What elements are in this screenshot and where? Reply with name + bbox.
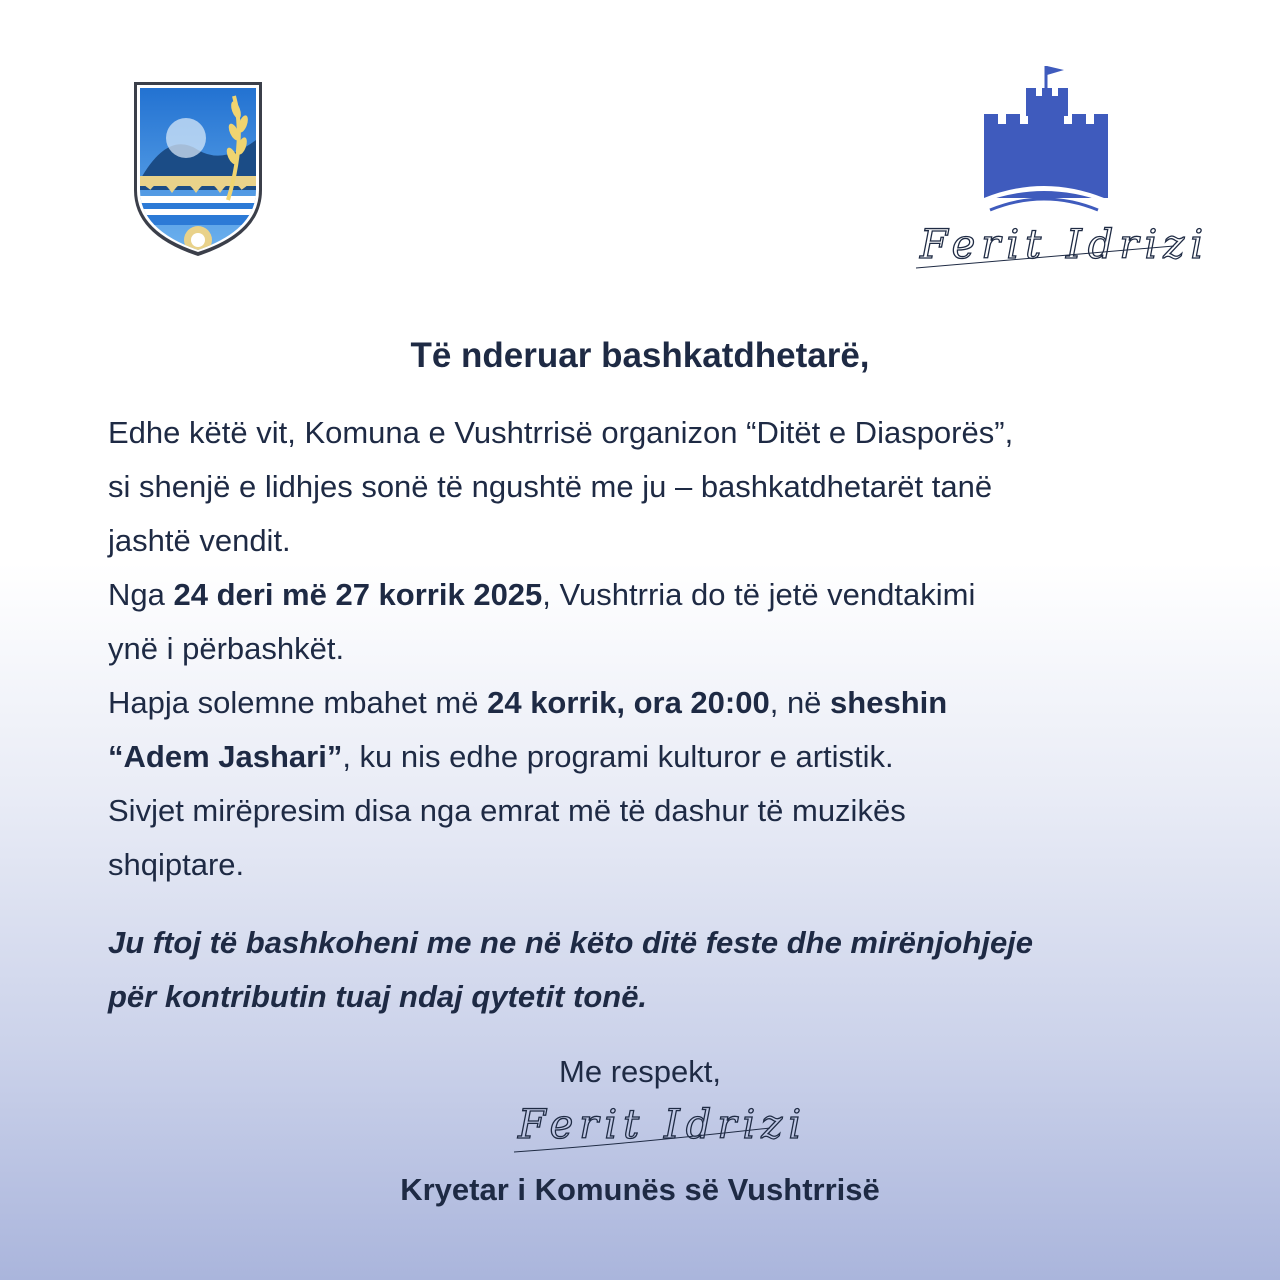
event-dates: 24 deri më 27 korrik 2025 [173,577,543,612]
paragraph-opening [108,676,1228,784]
text-run: Hapja solemne mbahet më [108,685,488,720]
castle-tower-icon [980,62,1108,214]
paragraph-intro [108,406,1228,568]
closing-text: Me respekt, [559,1054,721,1089]
municipal-emblem-icon [128,80,268,256]
venue-part-1: sheshin [830,685,948,720]
text-line [108,676,1228,730]
text-line [108,730,1228,784]
text-run: , në [769,685,831,720]
text-line: jashtë vendit. [108,523,291,558]
signer-title: Kryetar i Komunës së Vushtrrisë [400,1172,880,1207]
text-run: , Vushtrria do të jetë vendtakimi [542,577,976,612]
paragraph-music [108,784,1228,892]
text-line: për kontributin tuaj ndaj qytetit tonë. [108,979,648,1014]
text-line: ynë i përbashkët. [108,631,345,666]
invitation-text [108,916,1208,1024]
opening-datetime: 24 korrik, ora 20:00 [487,685,770,720]
paragraph-dates [108,568,1228,676]
signature-logo [912,212,1210,274]
signature-text: Ferit Idrizi [518,1102,808,1148]
text-line [108,568,1228,622]
text-line: Edhe këtë vit, Komuna e Vushtrrisë organizon “Ditët e Diasporës”, [108,415,1014,450]
signature-text: Ferit Idrizi [920,222,1210,268]
signature [508,1098,808,1160]
venue-part-2: “Adem Jashari” [108,739,343,774]
greeting-heading: Të nderuar bashkatdhetarë, [410,336,870,375]
text-line: si shenjë e lidhjes sonë të ngushtë me ju – bashkatdhetarët tanë [108,469,993,504]
text-line: shqiptare. [108,847,245,882]
text-run: , ku nis edhe programi kulturor e artistik. [342,739,894,774]
text-line: Sivjet mirëpresim disa nga emrat më të dashur të muzikës [108,793,906,828]
text-run: Nga [108,577,174,612]
text-line: Ju ftoj të bashkoheni me ne në këto ditë feste dhe mirënjohjeje [108,925,1034,960]
